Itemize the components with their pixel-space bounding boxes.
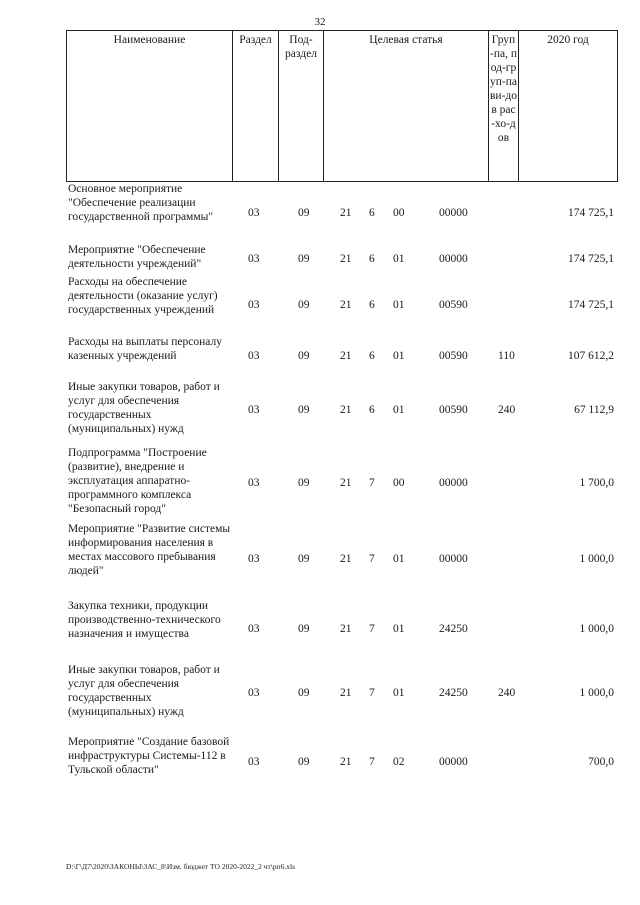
- cell-podrazdel: 09: [298, 553, 310, 565]
- cell-target-subprogram: 7: [369, 477, 375, 489]
- row-name: Расходы на обеспечение деятельности (оказание услуг) государственных учреждений: [68, 276, 218, 316]
- cell-target-event: 01: [393, 299, 405, 311]
- cell-target-event: 02: [393, 756, 405, 768]
- cell-target-direction: 00000: [439, 253, 468, 265]
- row-name: Расходы на выплаты персоналу казенных учреждений: [68, 336, 222, 362]
- cell-razdel: 03: [248, 299, 260, 311]
- cell-target-event: 01: [393, 623, 405, 635]
- cell-target-subprogram: 6: [369, 207, 375, 219]
- cell-group: 110: [498, 350, 515, 362]
- cell-target-subprogram: 6: [369, 404, 375, 416]
- row-name: Мероприятие "Развитие системы информирования населения в местах массового пребывания людей": [68, 523, 231, 577]
- cell-target-program: 21: [340, 299, 352, 311]
- cell-podrazdel: 09: [298, 404, 310, 416]
- row-name: Мероприятие "Создание базовой инфраструктуры Системы-112 в Тульской области": [68, 736, 230, 776]
- cell-target-event: 01: [393, 404, 405, 416]
- cell-amount: 174 725,1: [568, 207, 614, 219]
- cell-target-program: 21: [340, 350, 352, 362]
- column-target-header: Целевая статья: [324, 31, 489, 182]
- cell-target-direction: 00000: [439, 207, 468, 219]
- cell-amount: 700,0: [588, 756, 614, 768]
- cell-target-direction: 00000: [439, 756, 468, 768]
- cell-target-subprogram: 6: [369, 253, 375, 265]
- cell-group: 240: [498, 404, 516, 416]
- cell-podrazdel: 09: [298, 253, 310, 265]
- row-name: Основное мероприятие "Обеспечение реализации государственной программы": [68, 183, 214, 223]
- cell-amount: 1 000,0: [579, 687, 614, 699]
- cell-target-subprogram: 7: [369, 756, 375, 768]
- cell-podrazdel: 09: [298, 299, 310, 311]
- cell-razdel: 03: [248, 350, 260, 362]
- cell-amount: 67 112,9: [574, 404, 614, 416]
- cell-razdel: 03: [248, 756, 260, 768]
- cell-target-subprogram: 7: [369, 687, 375, 699]
- cell-amount: 1 000,0: [579, 623, 614, 635]
- cell-target-direction: 00590: [439, 350, 468, 362]
- cell-target-program: 21: [340, 253, 352, 265]
- cell-amount: 107 612,2: [568, 350, 614, 362]
- column-section-header: Раздел: [233, 31, 279, 182]
- cell-podrazdel: 09: [298, 350, 310, 362]
- cell-podrazdel: 09: [298, 477, 310, 489]
- cell-razdel: 03: [248, 404, 260, 416]
- cell-razdel: 03: [248, 207, 260, 219]
- cell-target-direction: 00000: [439, 477, 468, 489]
- cell-target-program: 21: [340, 553, 352, 565]
- cell-podrazdel: 09: [298, 756, 310, 768]
- row-name: Иные закупки товаров, работ и услуг для обеспечения государственных (муниципальных) нужд: [68, 664, 220, 718]
- cell-target-program: 21: [340, 756, 352, 768]
- cell-target-program: 21: [340, 404, 352, 416]
- row-name: Подпрограмма "Построение (развитие), внедрение и эксплуатация аппаратно-программного комплекса "Безопасный город": [68, 447, 207, 515]
- cell-target-event: 01: [393, 253, 405, 265]
- row-name: Закупка техники, продукции производственно-технического назначения и имущества: [68, 600, 221, 640]
- cell-podrazdel: 09: [298, 687, 310, 699]
- cell-target-subprogram: 6: [369, 299, 375, 311]
- cell-target-event: 00: [393, 207, 405, 219]
- cell-podrazdel: 09: [298, 207, 310, 219]
- cell-target-direction: 00590: [439, 404, 468, 416]
- cell-amount: 1 000,0: [579, 553, 614, 565]
- column-group-header: Груп-па, под-груп-па ви-дов рас-хо-дов: [489, 31, 519, 182]
- row-name: Иные закупки товаров, работ и услуг для обеспечения государственных (муниципальных) нужд: [68, 381, 220, 435]
- cell-target-event: 00: [393, 477, 405, 489]
- cell-podrazdel: 09: [298, 623, 310, 635]
- cell-target-direction: 24250: [439, 687, 468, 699]
- column-year-header: 2020 год: [519, 31, 618, 182]
- cell-target-direction: 00590: [439, 299, 468, 311]
- cell-target-program: 21: [340, 207, 352, 219]
- cell-target-program: 21: [340, 623, 352, 635]
- cell-target-direction: 00000: [439, 553, 468, 565]
- cell-razdel: 03: [248, 623, 260, 635]
- cell-amount: 174 725,1: [568, 299, 614, 311]
- cell-amount: 174 725,1: [568, 253, 614, 265]
- column-subsection-header: Под-раздел: [279, 31, 324, 182]
- column-name-header: Наименование: [67, 31, 233, 182]
- cell-target-program: 21: [340, 477, 352, 489]
- cell-amount: 1 700,0: [579, 477, 614, 489]
- cell-target-event: 01: [393, 553, 405, 565]
- cell-target-event: 01: [393, 687, 405, 699]
- cell-razdel: 03: [248, 477, 260, 489]
- cell-razdel: 03: [248, 253, 260, 265]
- cell-group: 240: [498, 687, 516, 699]
- cell-target-event: 01: [393, 350, 405, 362]
- row-name: Мероприятие "Обеспечение деятельности учреждений": [68, 244, 206, 270]
- cell-target-subprogram: 7: [369, 623, 375, 635]
- cell-razdel: 03: [248, 687, 260, 699]
- cell-target-program: 21: [340, 687, 352, 699]
- cell-razdel: 03: [248, 553, 260, 565]
- file-path-footer: D:\Г\Д7\2020\ЗАКОНЫ\ЗАС_8\Изм. бюджет ТО 2020-2022_2 чт\рп6.xls: [66, 862, 295, 871]
- cell-target-subprogram: 7: [369, 553, 375, 565]
- page-number: 32: [314, 16, 326, 28]
- cell-target-direction: 24250: [439, 623, 468, 635]
- cell-target-subprogram: 6: [369, 350, 375, 362]
